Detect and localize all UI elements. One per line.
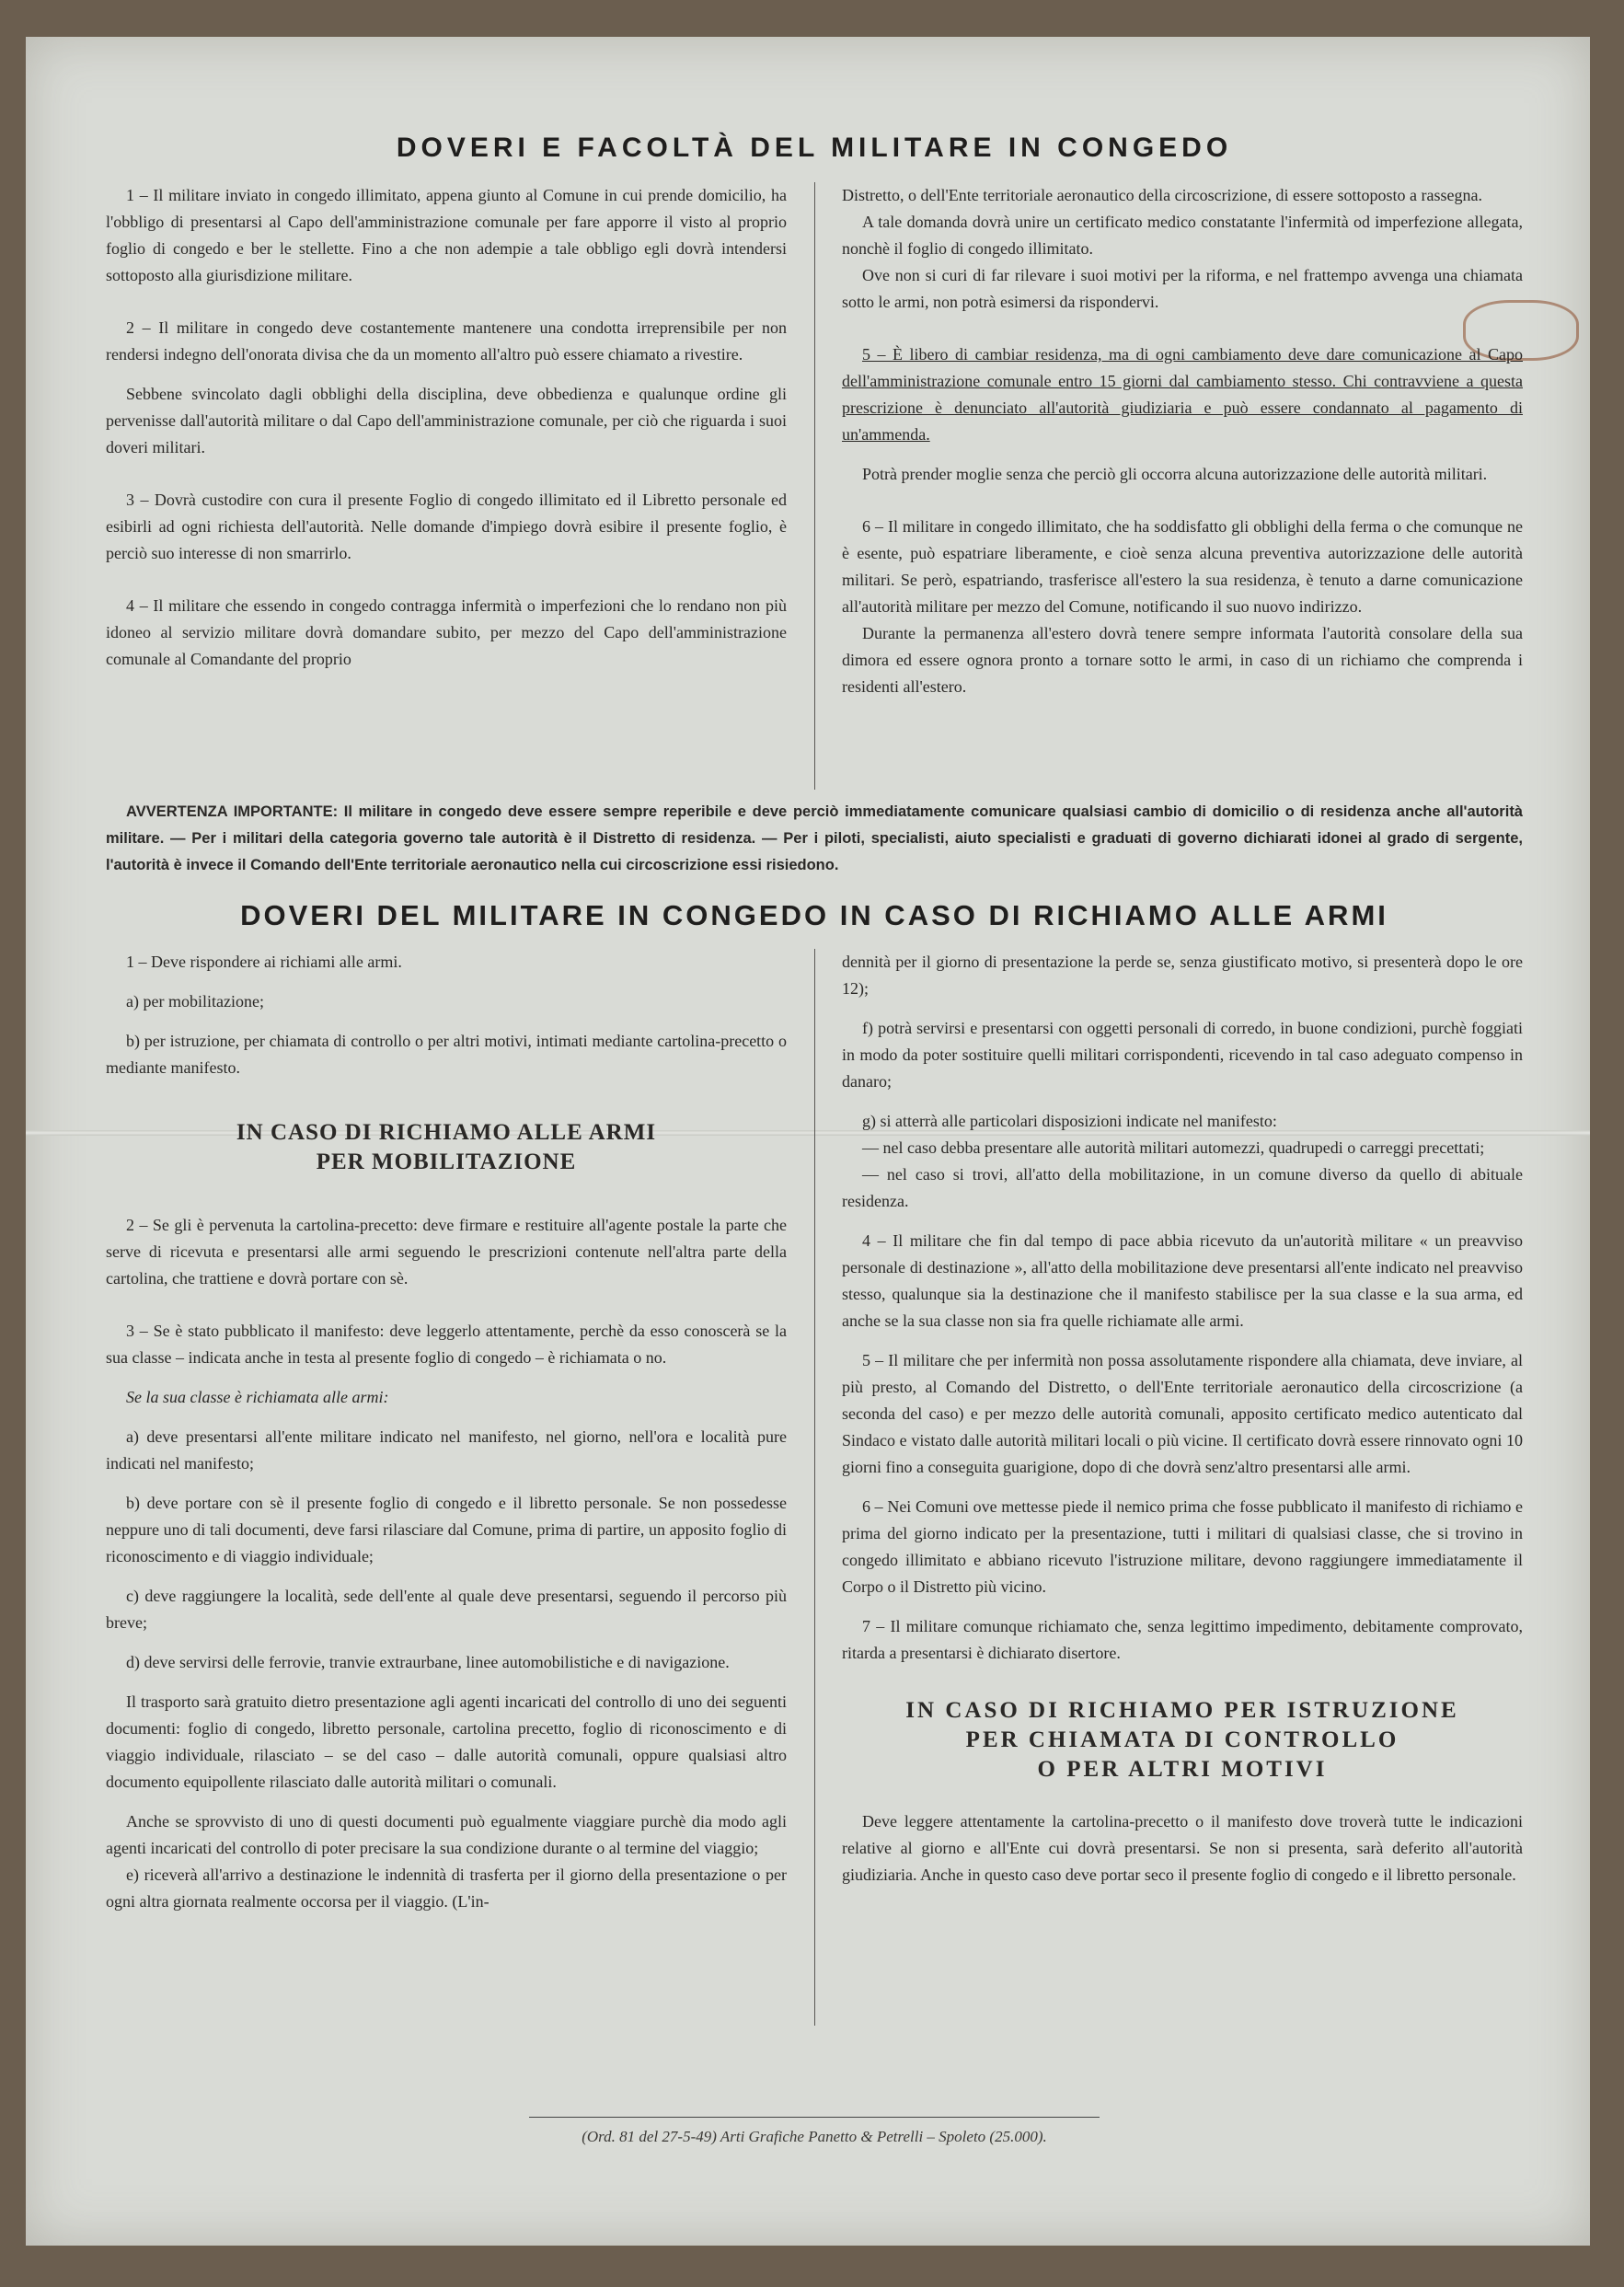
paragraph: Anche se sprovvisto di uno di questi documenti può egualmente viaggiare purchè dia modo agli agenti incaricati del controllo di poter precisare la sua condizione durante o al termine del viaggio;	[106, 1812, 787, 1857]
subheading-line: PER CHIAMATA DI CONTROLLO	[965, 1727, 1399, 1752]
subheading-training	[842, 1696, 1523, 1785]
paragraph: Sebbene svincolato dagli obblighi della disciplina, deve obbedienza e qualunque ordine gli pervenisse dall'autorità militare o dal Capo dell'amministrazione comunale, per ciò che riguarda i suoi doveri militari.	[106, 385, 787, 456]
paragraph: 4 – Il militare che essendo in congedo contragga infermità o imperfezioni che lo rendano non più idoneo al servizio militare dovrà domandare subito, per mezzo del Capo dell'amministrazione comunale al Comandante del proprio	[106, 596, 787, 668]
paragraph: 1 – Deve rispondere ai richiami alle armi.	[126, 953, 402, 971]
section-2-columns	[106, 949, 1523, 2026]
paragraph: d) deve servirsi delle ferrovie, tranvie extraurbane, linee automobilistiche e di navigazione.	[126, 1653, 730, 1671]
paragraph: 4 – Il militare che fin dal tempo di pace abbia ricevuto da un'autorità militare « un preavviso personale di destinazione », all'atto della mobilitazione deve presentarsi all'ente indicato nel preavviso stesso, qualunque sia la destinazione che il manifesto stabilisce per la sua classe e la sua arma, ed anche se la sua classe non sia fra quelle richiamate alle armi.	[842, 1231, 1523, 1330]
subheading-line: IN CASO DI RICHIAMO PER ISTRUZIONE	[905, 1698, 1459, 1723]
paragraph: 6 – Nei Comuni ove mettesse piede il nemico prima che fosse pubblicato il manifesto di richiamo e prima del giorno indicato per la presentazione, tutti i militari di qualsiasi classe, che si trovino in congedo illimitato e abbiano ricevuto l'istruzione militare, devono raggiungere immediatamente il Corpo o il Distretto più vicino.	[842, 1497, 1523, 1596]
column-divider	[814, 949, 815, 2026]
subheading-line: IN CASO DI RICHIAMO ALLE ARMI	[236, 1120, 657, 1145]
section-1-right-column	[842, 182, 1523, 790]
paragraph: Deve leggere attentamente la cartolina-precetto o il manifesto dove troverà tutte le indicazioni relative al giorno e all'Ente cui dovrà presentarsi. Se non si presenta, sarà deferito all'autorità giudiziaria. Anche in questo caso deve portar seco il presente foglio di congedo e il libretto personale.	[842, 1812, 1523, 1884]
paragraph: f) potrà servirsi e presentarsi con oggetti personali di corredo, in buone condizioni, purchè foggiati in modo da poter sostituire quelli militari corrispondenti, ricevendo in tal caso adeguato compenso in danaro;	[842, 1019, 1523, 1091]
paragraph: a) deve presentarsi all'ente militare indicato nel manifesto, nel giorno, nell'ora e località pure indicati nel manifesto;	[106, 1427, 787, 1473]
paragraph: — nel caso si trovi, all'atto della mobilitazione, in un comune diverso da quello di abituale residenza.	[842, 1165, 1523, 1210]
paragraph: Durante la permanenza all'estero dovrà tenere sempre informata l'autorità consolare della sua dimora ed essere ognora pronto a tornare sotto le armi, in caso di un richiamo che comprenda i residenti all'estero.	[842, 624, 1523, 696]
section-2-left-column	[106, 949, 787, 2026]
paragraph: 1 – Il militare inviato in congedo illimitato, appena giunto al Comune in cui prende domicilio, ha l'obbligo di presentarsi al Capo dell'amministrazione comunale per fare apporre il visto al proprio foglio di congedo e ber le stellette. Fino a che non adempie a tale obbligo egli dovrà intendersi sottoposto alla giurisdizione militare.	[106, 186, 787, 284]
paragraph: g) si atterrà alle particolari disposizioni indicate nel manifesto:	[862, 1112, 1277, 1130]
section-1-left-column	[106, 182, 787, 790]
section-2-right-column	[842, 949, 1523, 2026]
important-warning: AVVERTENZA IMPORTANTE: Il militare in congedo deve essere sempre reperibile e deve perciò immediatamente comunicare qualsiasi cambio di domicilio o di residenza anche all'autorità militare. — Per i militari della categoria governo tale autorità è il Distretto di residenza. — Per i piloti, specialisti, aiuto specialisti e graduati di governo dichiarati idonei al grado di sergente, l'autorità è invece il Comando dell'Ente territoriale aeronautico nella cui circoscrizione essi risiedono.	[106, 803, 1523, 873]
section-1-columns	[106, 182, 1523, 790]
paragraph: 7 – Il militare comunque richiamato che, senza legittimo impedimento, debitamente comprovato, ritarda a presentarsi è dichiarato disertore.	[842, 1617, 1523, 1662]
paragraph: b) deve portare con sè il presente foglio di congedo e il libretto personale. Se non possedesse neppure uno di tali documenti, deve farsi rilasciare dal Comune, prima di partire, un apposito foglio di riconoscimento e di viaggio individuale;	[106, 1494, 787, 1565]
paragraph: b) per istruzione, per chiamata di controllo o per altri motivi, intimati mediante cartolina-precetto o mediante manifesto.	[106, 1032, 787, 1077]
paragraph: 3 – Dovrà custodire con cura il presente Foglio di congedo illimitato ed il Libretto personale ed esibirli ad ogni richiesta dell'autorità. Nelle domande d'impiego dovrà esibire il presente foglio, è perciò suo interesse di non smarrirlo.	[106, 491, 787, 562]
subheading-mobilization	[106, 1118, 787, 1177]
paragraph: e) riceverà all'arrivo a destinazione le indennità di trasferta per il giorno della presentazione o per ogni altra giornata realmente occorsa per il viaggio. (L'in-	[106, 1865, 787, 1911]
column-divider	[814, 182, 815, 790]
paragraph: — nel caso debba presentare alle autorità militari automezzi, quadrupedi o carreggi precettati;	[862, 1138, 1485, 1157]
paragraph: Se la sua classe è richiamata alle armi:	[126, 1388, 389, 1406]
paragraph: A tale domanda dovrà unire un certificato medico constatante l'infermità od imperfezione allegata, nonchè il foglio di congedo illimitato.	[842, 213, 1523, 258]
paragraph: 3 – Se è stato pubblicato il manifesto: deve leggerlo attentamente, perchè da esso conoscerà se la sua classe – indicata anche in testa al presente foglio di congedo – è richiamata o no.	[106, 1322, 787, 1367]
paragraph: 6 – Il militare in congedo illimitato, che ha soddisfatto gli obblighi della ferma o che comunque ne è esente, può espatriare liberamente, e cioè senza alcuna preventiva autorizzazione delle autorità militari. Se però, espatriando, trasferisce all'estero la sua residenza, è tenuto a darne comunicazione all'autorità militare per mezzo del Comune, notificando il suo nuovo indirizzo.	[842, 517, 1523, 616]
subheading-line: PER MOBILITAZIONE	[316, 1149, 577, 1174]
paragraph: dennità per il giorno di presentazione la perde se, senza giustificato motivo, si presenterà dopo le ore 12);	[842, 953, 1523, 998]
paragraph: 2 – Se gli è pervenuta la cartolina-precetto: deve firmare e restituire all'agente postale la parte che serve di ricevuta e presentarsi alle armi seguendo le prescrizioni contenute nell'altra parte della cartolina, che trattiene e dovrà portare con sè.	[106, 1216, 787, 1288]
paragraph: Il trasporto sarà gratuito dietro presentazione agli agenti incaricati del controllo di uno dei seguenti documenti: foglio di congedo, libretto personale, cartolina precetto, foglio di riconoscimento e di viaggio individuale, rilasciato – se del caso – dalle autorità comunali, oppure qualsiasi altro documento equipollente rilasciato dalle autorità militari o comunali.	[106, 1692, 787, 1791]
paragraph: c) deve raggiungere la località, sede dell'ente al quale deve presentarsi, seguendo il percorso più breve;	[106, 1587, 787, 1632]
paragraph: a) per mobilitazione;	[126, 992, 264, 1011]
paragraph-underlined: 5 – È libero di cambiar residenza, ma di ogni cambiamento deve dare comunicazione al Capo dell'amministrazione comunale entro 15 giorni dal cambiamento stesso. Chi contravviene a questa prescrizione è denunciato all'autorità giudiziaria e può essere condannato al pagamento di un'ammenda.	[842, 345, 1523, 444]
title-recall-duties: DOVERI DEL MILITARE IN CONGEDO IN CASO DI RICHIAMO ALLE ARMI	[240, 899, 1388, 931]
paragraph: 2 – Il militare in congedo deve costantemente mantenere una condotta irreprensibile per non rendersi indegno dell'onorata divisa che da un momento all'altro può essere chiamato a rivestire.	[106, 318, 787, 364]
paragraph: Potrà prender moglie senza che perciò gli occorra alcuna autorizzazione delle autorità militari.	[862, 465, 1488, 483]
printer-footer: (Ord. 81 del 27-5-49) Arti Grafiche Panetto & Petrelli – Spoleto (25.000).	[582, 2128, 1047, 2145]
paragraph: Distretto, o dell'Ente territoriale aeronautico della circoscrizione, di essere sottoposto a rassegna.	[842, 186, 1482, 204]
subheading-line: O PER ALTRI MOTIVI	[1037, 1757, 1328, 1782]
title-duties-faculties: DOVERI E FACOLTÀ DEL MILITARE IN CONGEDO	[396, 133, 1233, 163]
paragraph: Ove non si curi di far rilevare i suoi motivi per la riforma, e nel frattempo avvenga una chiamata sotto le armi, non potrà esimersi da rispondervi.	[842, 266, 1523, 311]
footer-rule	[529, 2117, 1100, 2118]
document-page	[106, 120, 1523, 2026]
paragraph: 5 – Il militare che per infermità non possa assolutamente rispondere alla chiamata, deve inviare, al più presto, al Comando del Distretto, o dell'Ente territoriale aeronautico della circoscrizione (a seconda del caso) e per mezzo delle autorità comunali, apposito certificato medico autenticato dal Sindaco e vistato dalle autorità militari locali o più vicine. Il certificato dovrà essere rinnovato ogni 10 giorni fino a conseguita guarigione, dopo di che dovrà senz'altro presentarsi alle armi.	[842, 1351, 1523, 1476]
